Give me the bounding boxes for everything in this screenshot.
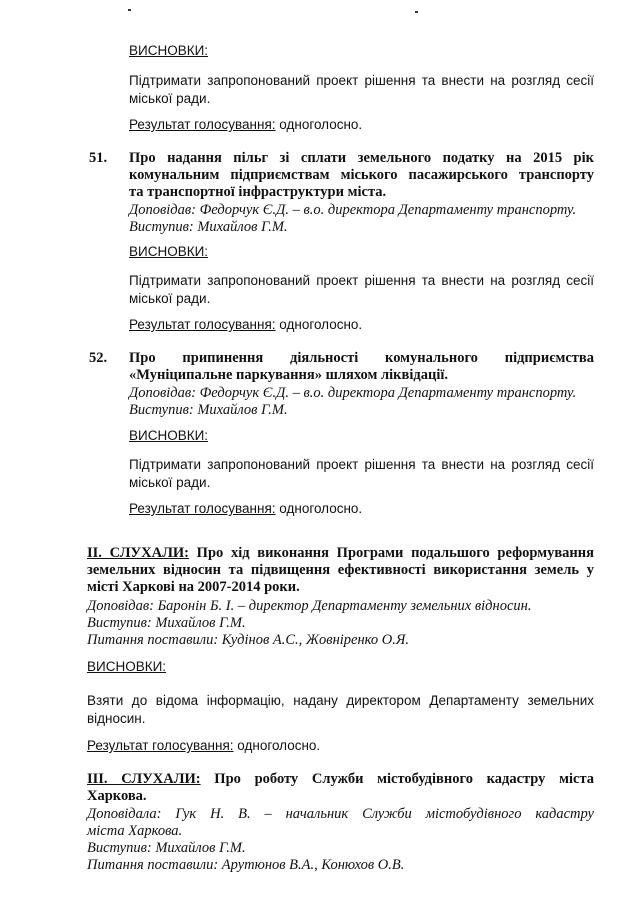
questions-line: Питання поставили: Кудінов А.С., Жовніренко О.Я. [87,632,410,648]
scan-mark [415,11,418,13]
item-title: Про припинення діяльності комунального підприємства «Муніципальне паркування» шляхом ліквідації. [129,350,594,383]
item-number: 52. [89,350,108,366]
support-text: Підтримати запропонований проект рішення та внести на розгляд сесії міської ради. [129,457,594,490]
scan-mark [128,9,131,11]
vote-result: Результат голосування: одноголосно. [129,317,363,332]
questions-line: Питання поставили: Арутюнов В.А., Конюхов О.В. [87,857,405,873]
spoke-line: Виступив: Михайлов Г.М. [87,615,246,631]
vote-result: Результат голосування: одноголосно. [129,117,363,132]
spoke-line: Виступив: Михайлов Г.М. [87,840,246,856]
section-heading: ІІ. СЛУХАЛИ: [87,545,189,561]
speaker-line: Доповідав: Федорчук Є.Д. – в.о. директора Департаменту транспорту. [129,202,577,218]
conclusions-heading: ВИСНОВКИ: [129,43,209,58]
speaker-line: Доповідав: Баронін Б. І. – директор Департаменту земельних відносин. [87,598,532,614]
speaker-line: Доповідала: Гук Н. В. – начальник Служби містобудівного кадастру міста Харкова. [87,806,594,839]
conclusions-heading: ВИСНОВКИ: [129,428,209,443]
decision-text: Взяти до відома інформацію, надану директором Департаменту земельних відносин. [87,693,594,726]
conclusions-heading: ВИСНОВКИ: [87,659,167,674]
conclusions-heading: ВИСНОВКИ: [129,244,209,259]
speaker-line: Доповідав: Федорчук Є.Д. – в.о. директора Департаменту транспорту. [129,385,577,401]
item-title: Про надання пільг зі сплати земельного податку на 2015 рік комунальним підприємствам міського пасажирського транспорту та транспортної інфраструктури міста. [129,150,594,200]
support-text: Підтримати запропонований проект рішення та внести на розгляд сесії міської ради. [129,73,594,106]
spoke-line: Виступив: Михайлов Г.М. [129,402,288,418]
section-title: ІІ. СЛУХАЛИ: Про хід виконання Програми подальшого реформування земельних відносин та підвищення ефективності використання земель у місті Харкові на 2007-2014 роки. [87,545,594,595]
spoke-line: Виступив: Михайлов Г.М. [129,219,288,235]
support-text: Підтримати запропонований проект рішення та внести на розгляд сесії міської ради. [129,273,594,306]
item-number: 51. [89,150,108,166]
section-heading: ІІІ. СЛУХАЛИ: [87,771,201,787]
vote-result: Результат голосування: одноголосно. [87,738,321,753]
vote-result: Результат голосування: одноголосно. [129,501,363,516]
section-title: ІІІ. СЛУХАЛИ: Про роботу Служби містобудівного кадастру міста Харкова. [87,771,594,804]
